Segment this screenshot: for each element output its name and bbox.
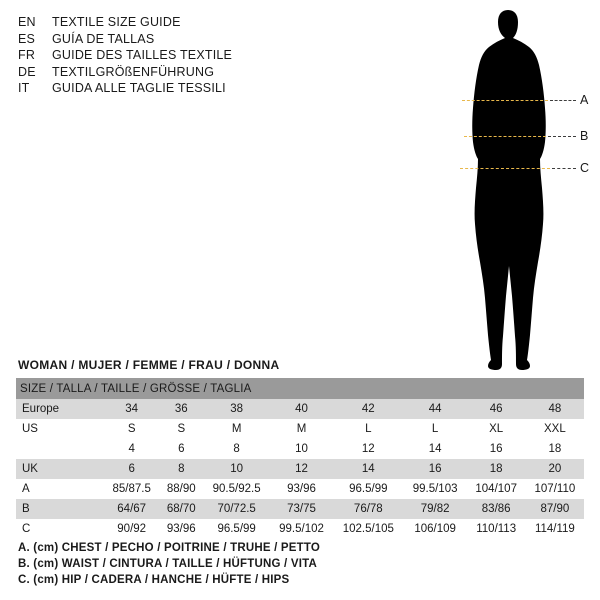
measurement-legend — [18, 540, 578, 588]
language-text-en: TEXTILE SIZE GUIDE — [52, 15, 181, 29]
cell: 88/90 — [159, 479, 203, 499]
language-code-es: ES — [18, 31, 36, 46]
language-code-it: IT — [18, 81, 30, 95]
cell: 38 — [203, 399, 270, 419]
cell: 64/67 — [104, 499, 159, 519]
cell: 87/90 — [526, 499, 584, 519]
cell: 8 — [203, 439, 270, 459]
language-row-it — [18, 80, 348, 97]
cell: 83/86 — [467, 499, 526, 519]
female-silhouette-figure — [430, 8, 590, 378]
section-title: WOMAN / MUJER / FEMME / FRAU / DONNA — [18, 358, 280, 372]
table-header-label: SIZE / TALLA / TAILLE / GRÖSSE / TAGLIA — [16, 378, 584, 399]
cell: 36 — [159, 399, 203, 419]
cell: M — [270, 419, 333, 439]
language-code-fr: FR — [18, 48, 36, 62]
measure-tail-c — [552, 168, 576, 169]
cell: 90/92 — [104, 519, 159, 539]
cell: M — [203, 419, 270, 439]
table-row — [16, 419, 584, 439]
cell: 6 — [104, 459, 159, 479]
cell: 6 — [159, 439, 203, 459]
measure-line-a — [462, 100, 548, 101]
row-label: B — [16, 499, 104, 519]
cell: 4 — [104, 439, 159, 459]
cell: 48 — [526, 399, 584, 419]
language-code-en: EN — [18, 15, 36, 29]
table-row — [16, 499, 584, 519]
cell: 14 — [333, 459, 404, 479]
cell: S — [104, 419, 159, 439]
language-header-list — [18, 14, 348, 97]
cell: 104/107 — [467, 479, 526, 499]
cell: 106/109 — [404, 519, 467, 539]
cell: 70/72.5 — [203, 499, 270, 519]
language-text-es: GUÍA DE TALLAS — [52, 31, 155, 46]
cell: 44 — [404, 399, 467, 419]
table-header-row — [16, 378, 584, 399]
legend-line-a: A. (cm) CHEST / PECHO / POITRINE / TRUHE / PETTO — [18, 542, 321, 554]
legend-line-b: B. (cm) WAIST / CINTURA / TAILLE / HÜFTUNG / VITA — [18, 558, 317, 570]
cell: 42 — [333, 399, 404, 419]
cell: 20 — [526, 459, 584, 479]
cell: 14 — [404, 439, 467, 459]
row-label: C — [16, 519, 104, 539]
language-row-es — [18, 31, 348, 48]
cell: 12 — [270, 459, 333, 479]
cell: 34 — [104, 399, 159, 419]
size-table — [16, 378, 584, 539]
cell: 93/96 — [270, 479, 333, 499]
measure-label-c: C — [580, 161, 590, 175]
measure-line-b — [464, 136, 546, 137]
cell: XXL — [526, 419, 584, 439]
row-label: A — [16, 479, 104, 499]
cell: 10 — [270, 439, 333, 459]
size-table-section — [16, 358, 584, 539]
cell: 79/82 — [404, 499, 467, 519]
cell: 76/78 — [333, 499, 404, 519]
cell: XL — [467, 419, 526, 439]
measure-line-c — [460, 168, 550, 169]
table-row — [16, 399, 584, 419]
measure-label-a: A — [580, 93, 589, 107]
table-row — [16, 479, 584, 499]
cell: L — [333, 419, 404, 439]
cell: 8 — [159, 459, 203, 479]
cell: 10 — [203, 459, 270, 479]
cell: 90.5/92.5 — [203, 479, 270, 499]
cell: 18 — [467, 459, 526, 479]
cell: 110/113 — [467, 519, 526, 539]
row-label: UK — [16, 459, 104, 479]
language-row-fr — [18, 47, 348, 64]
row-label: Europe — [16, 399, 104, 419]
language-code-de: DE — [18, 64, 36, 79]
cell: 102.5/105 — [333, 519, 404, 539]
table-row — [16, 519, 584, 539]
cell: 73/75 — [270, 499, 333, 519]
cell: 99.5/102 — [270, 519, 333, 539]
cell: L — [404, 419, 467, 439]
cell: S — [159, 419, 203, 439]
cell: 114/119 — [526, 519, 584, 539]
row-label: US — [16, 419, 104, 439]
cell: 46 — [467, 399, 526, 419]
cell: 99.5/103 — [404, 479, 467, 499]
cell: 85/87.5 — [104, 479, 159, 499]
language-text-fr: GUIDE DES TAILLES TEXTILE — [52, 48, 233, 62]
cell: 96.5/99 — [203, 519, 270, 539]
cell: 16 — [404, 459, 467, 479]
language-row-en — [18, 14, 348, 31]
row-label — [16, 439, 104, 459]
measure-tail-a — [550, 100, 576, 101]
cell: 16 — [467, 439, 526, 459]
table-row — [16, 439, 584, 459]
cell: 68/70 — [159, 499, 203, 519]
cell: 40 — [270, 399, 333, 419]
legend-line-c: C. (cm) HIP / CADERA / HANCHE / HÜFTE / HIPS — [18, 574, 290, 586]
table-row — [16, 459, 584, 479]
cell: 93/96 — [159, 519, 203, 539]
cell: 12 — [333, 439, 404, 459]
silhouette-icon — [430, 8, 590, 378]
measure-label-b: B — [580, 129, 589, 143]
language-text-it: GUIDA ALLE TAGLIE TESSILI — [52, 81, 226, 95]
language-row-de — [18, 64, 348, 81]
cell: 18 — [526, 439, 584, 459]
cell: 107/110 — [526, 479, 584, 499]
language-text-de: TEXTILGRÖßENFÜHRUNG — [52, 64, 215, 79]
cell: 96.5/99 — [333, 479, 404, 499]
measure-tail-b — [548, 136, 576, 137]
